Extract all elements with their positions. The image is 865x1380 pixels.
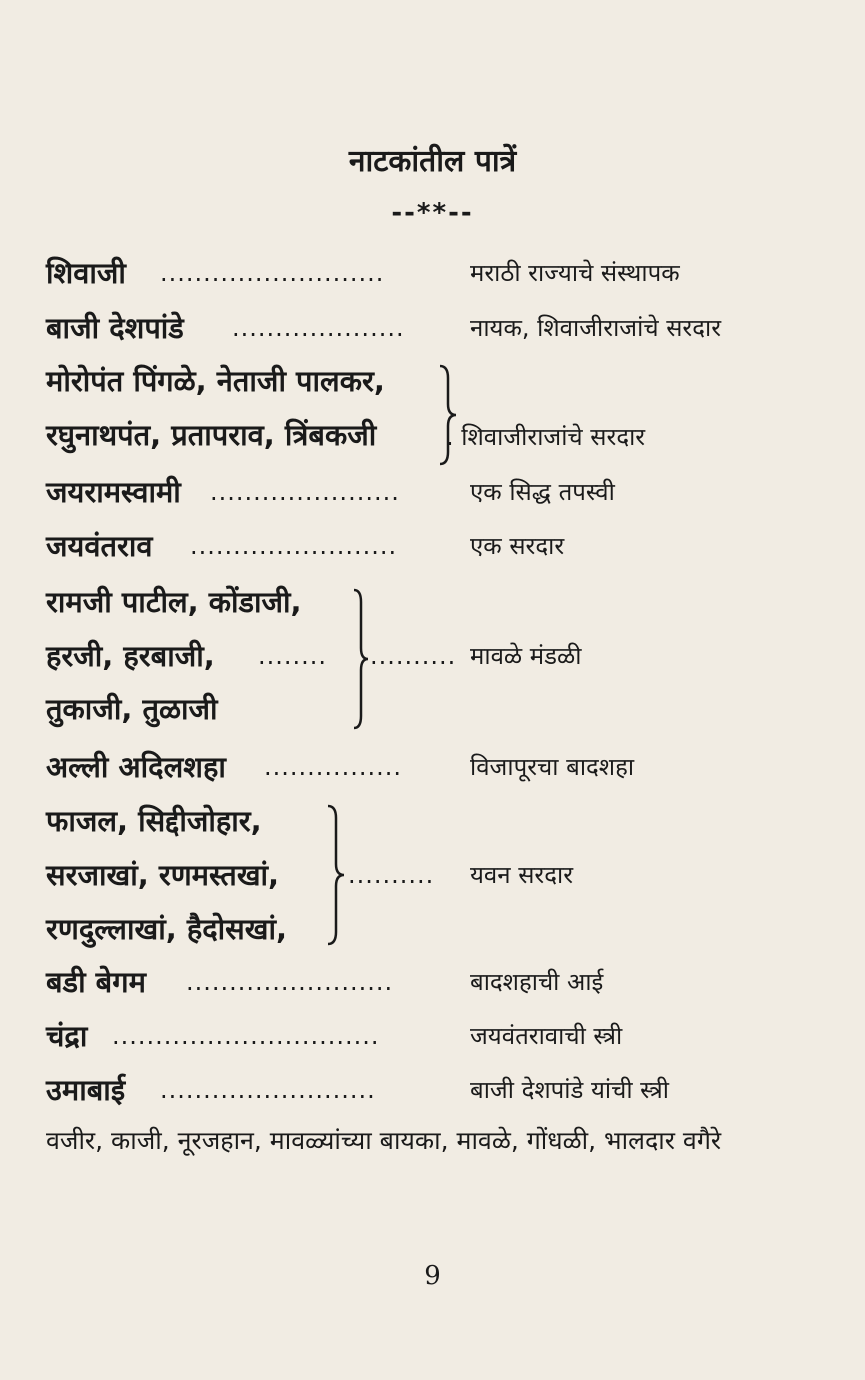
group-line: रामजी पाटील, कोंडाजी, <box>46 585 302 619</box>
group-line: रघुनाथपंत, प्रतापराव, त्रिंबकजी <box>46 418 377 452</box>
group-line: रणदुल्लाखां, हैदोसखां, <box>46 912 287 946</box>
character-row <box>0 467 865 517</box>
character-name: चंद्रा <box>46 1019 88 1053</box>
character-name: बडी बेगम <box>46 965 146 999</box>
leader-dots: ........ <box>258 642 328 670</box>
character-name: उमाबाई <box>46 1073 126 1107</box>
leader-dots: ......................... <box>160 1076 376 1104</box>
group-line: फाजल, सिद्दीजोहार, <box>46 804 262 838</box>
character-role: बाजी देशपांडे यांची स्त्री <box>470 1076 669 1104</box>
character-row <box>0 957 865 1007</box>
group-line: मोरोपंत पिंगळे, नेताजी पालकर, <box>46 364 385 398</box>
leader-dots: ............................... <box>112 1022 380 1050</box>
character-role: एक सिद्ध तपस्वी <box>470 478 615 506</box>
leader-dots: ...................... <box>210 478 400 506</box>
other-characters: वजीर, काजी, नूरजहान, मावळ्यांच्या बायका, मावळे, गोंधळी, भालदार वगैरे <box>46 1126 722 1155</box>
curly-brace-icon <box>352 588 370 730</box>
group-line: हरजी, हरबाजी, <box>46 639 215 673</box>
leader-dots: ................ <box>264 753 403 781</box>
character-row <box>0 742 865 792</box>
curly-brace-icon <box>326 804 348 946</box>
character-row <box>0 1011 865 1061</box>
group-role: यवन सरदार <box>470 861 574 889</box>
character-role: विजापूरचा बादशहा <box>470 753 635 781</box>
leader-dots: .......... <box>370 642 457 670</box>
leader-dots: .......... <box>348 861 435 889</box>
character-role: मराठी राज्याचे संस्थापक <box>470 259 680 287</box>
title-ornament: --**-- <box>391 198 474 228</box>
leader-dots: .................... <box>232 314 405 342</box>
character-row <box>0 1065 865 1115</box>
character-name: शिवाजी <box>46 256 126 290</box>
character-role: बादशहाची आई <box>470 968 604 996</box>
character-row <box>0 248 865 298</box>
character-role: जयवंतरावाची स्त्री <box>470 1022 623 1050</box>
leader-dots: ........................ <box>186 968 394 996</box>
leader-dots: ........................ <box>190 532 398 560</box>
character-role: नायक, शिवाजीराजांचे सरदार <box>470 314 722 342</box>
page-number: 9 <box>424 1261 441 1291</box>
character-row <box>0 303 865 353</box>
character-name: जयवंतराव <box>46 529 153 563</box>
character-name: बाजी देशपांडे <box>46 311 184 345</box>
group-role: मावळे मंडळी <box>470 642 582 670</box>
character-role: एक सरदार <box>470 532 565 560</box>
character-row <box>0 521 865 571</box>
group-role: . शिवाजीराजांचे सरदार <box>446 423 646 451</box>
group-line: सरजाखां, रणमस्तखां, <box>46 858 280 892</box>
character-name: जयरामस्वामी <box>46 475 181 509</box>
page-title: नाटकांतील पात्रें <box>348 144 517 179</box>
character-name: अल्ली अदिलशहा <box>46 750 226 784</box>
leader-dots: .......................... <box>160 259 385 287</box>
group-line: तुकाजी, तुळाजी <box>46 692 218 726</box>
